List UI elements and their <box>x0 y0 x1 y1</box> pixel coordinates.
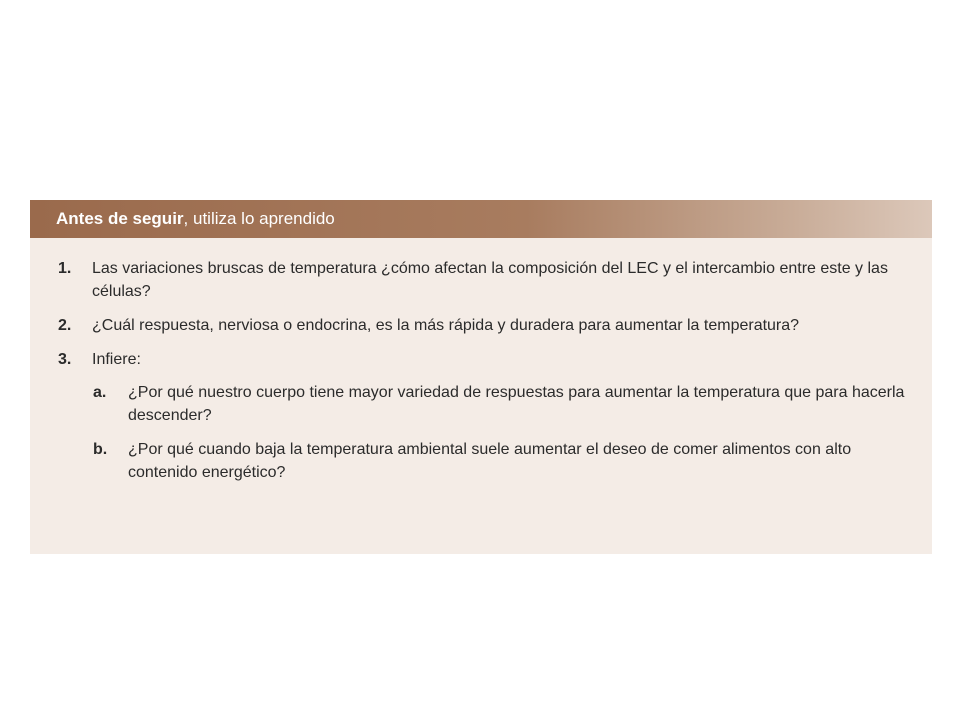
subquestion-b <box>30 438 932 484</box>
question-text: Infiere: <box>92 351 141 368</box>
subquestion-text: ¿Por qué nuestro cuerpo tiene mayor variedad de respuestas para aumentar la temperatura que para hacerla descender? <box>128 384 905 424</box>
question-1 <box>30 257 932 303</box>
activity-box <box>30 200 932 554</box>
question-number: 3. <box>58 351 72 368</box>
header-title-bold: Antes de seguir <box>56 209 184 228</box>
question-2 <box>30 314 932 337</box>
subquestion-text: ¿Por qué cuando baja la temperatura ambiental suele aumentar el deseo de comer alimentos con alto contenido energético? <box>128 441 852 481</box>
header-title-rest: , utiliza lo aprendido <box>183 209 335 228</box>
activity-header <box>30 200 932 238</box>
question-number: 1. <box>58 260 72 277</box>
subquestion-letter: b. <box>93 441 108 458</box>
question-list <box>30 257 932 495</box>
question-number: 2. <box>58 317 72 334</box>
subquestion-a <box>30 381 932 427</box>
question-3 <box>30 348 932 371</box>
question-text: ¿Cuál respuesta, nerviosa o endocrina, es la más rápida y duradera para aumentar la temperatura? <box>92 317 800 334</box>
question-text: Las variaciones bruscas de temperatura ¿cómo afectan la composición del LEC y el intercambio entre este y las células? <box>92 260 888 300</box>
subquestion-letter: a. <box>93 384 107 401</box>
